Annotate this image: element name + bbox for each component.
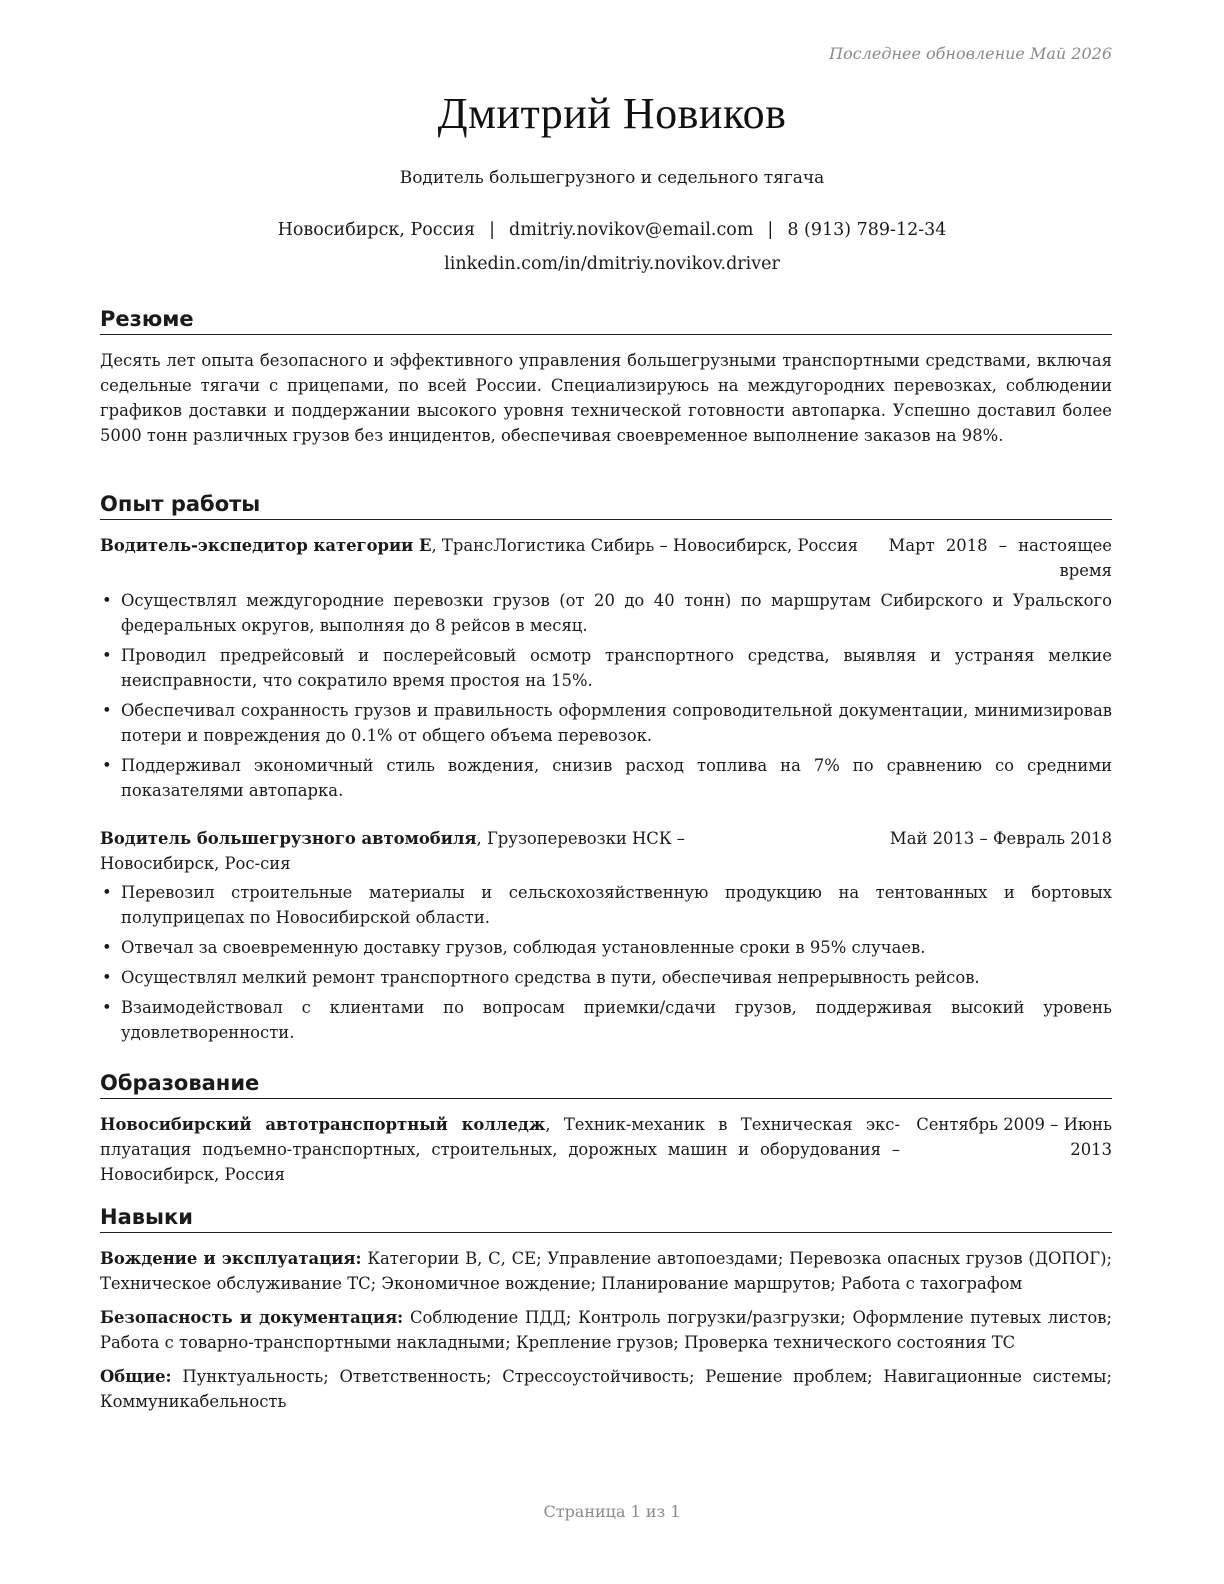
separator: |	[489, 220, 496, 240]
school-name: Новосибирский автотранспортный колледж	[100, 1115, 546, 1134]
bullet-icon: •	[102, 701, 112, 720]
bullet-icon: •	[102, 646, 112, 665]
list-item: • Проводил предрейсовый и послерейсовый осмотр транспортного средства, выявляя и устраняя мелкие неисправности, что сократило время простоя на 15%.	[100, 643, 1112, 693]
job-header	[100, 533, 1112, 583]
candidate-name: Дмитрий Новиков	[437, 89, 787, 138]
skill-group-items: Пунктуальность; Ответственность; Стрессоустойчивость; Решение проблем; Навигационные системы; Коммуникабельность	[100, 1367, 1112, 1411]
job-role: Водитель большегрузного автомобиля	[100, 829, 477, 848]
skill-group	[100, 1364, 1112, 1414]
job-bullets	[100, 588, 1112, 808]
job-title-line	[100, 533, 858, 558]
education-detail: , Техник-механик в Техническая экс-плуатация подъемно-транспортных, строительных, дорожных машин и оборудования – Новосибирск, Россия	[100, 1115, 900, 1184]
job-bullets	[100, 880, 1112, 1050]
list-item: • Обеспечивал сохранность грузов и правильность оформления сопроводительной документации, минимизировав потери и повреждения до 0.1% от общего объема перевозок.	[100, 698, 1112, 748]
bullet-icon: •	[102, 591, 112, 610]
job-company: , ТрансЛогистика Сибирь – Новосибирск, Россия	[431, 536, 858, 555]
job-dates: Май 2013 – Февраль 2018	[889, 829, 1112, 848]
education-entry	[100, 1112, 1112, 1188]
skill-group	[100, 1246, 1112, 1296]
page-number: Страница 1 из 1	[543, 1502, 681, 1521]
list-item: • Осуществлял мелкий ремонт транспортного средства в пути, обеспечивая непрерывность рейсов.	[100, 965, 1112, 990]
job-header	[100, 826, 1112, 876]
phone-text: 8 (913) 789-12-34	[787, 220, 947, 240]
skill-group-items: Соблюдение ПДД; Контроль погрузки/разгрузки; Оформление путевых листов; Работа с товарно-транспортными накладными; Крепление грузов; Проверка технического состояния ТС	[100, 1308, 1112, 1352]
section-title-skills: Навыки	[100, 1204, 1112, 1233]
section-title-experience: Опыт работы	[100, 491, 1112, 520]
bullet-icon: •	[102, 968, 112, 987]
last-updated-note: Последнее обновление Май 2026	[829, 44, 1112, 63]
list-item: • Осуществлял междугородние перевозки грузов (от 20 до 40 тонн) по маршрутам Сибирского и Уральского федеральных округов, выполняя до 8 рейсов в месяц.	[100, 588, 1112, 638]
list-item: • Взаимодействовал с клиентами по вопросам приемки/сдачи грузов, поддерживая высокий уровень удовлетворенности.	[100, 995, 1112, 1045]
skill-group	[100, 1305, 1112, 1355]
bullet-icon: •	[102, 938, 112, 957]
skill-group-label: Общие:	[100, 1367, 172, 1386]
linkedin-link[interactable]: linkedin.com/in/dmitriy.novikov.driver	[444, 254, 780, 274]
location-text: Новосибирск, Россия	[277, 220, 476, 240]
list-item: • Перевозил строительные материалы и сельскохозяйственную продукцию на тентованных и бортовых полуприцепах по Новосибирской области.	[100, 880, 1112, 930]
job-company: , Грузоперевозки НСК – Новосибирск, Рос-сия	[100, 829, 685, 873]
bullet-icon: •	[102, 756, 112, 775]
summary-text: Десять лет опыта безопасного и эффективного управления большегрузными транспортными средствами, включая седельные тягачи с прицепами, по всей России. Специализируюсь на междугородних перевозках, соблюдении графиков доставки и поддержании высокого уровня технической готовности автопарка. Успешно доставил более 5000 тонн различных грузов без инцидентов, обеспечивая своевременное выполнение заказов на 98%.	[100, 351, 1112, 445]
skill-group-items: Категории В, С, СЕ; Управление автопоездами; Перевозка опасных грузов (ДОПОГ); Техническое обслуживание ТС; Экономичное вождение; Планирование маршрутов; Работа с тахографом	[100, 1249, 1112, 1293]
section-title-education: Образование	[100, 1070, 1112, 1099]
bullet-icon: •	[102, 998, 112, 1017]
bullet-icon: •	[102, 883, 112, 902]
education-dates: Сентябрь 2009 – Июнь 2013	[916, 1115, 1112, 1159]
email-link[interactable]: dmitriy.novikov@email.com	[509, 220, 754, 240]
list-item: • Отвечал за своевременную доставку грузов, соблюдая установленные сроки в 95% случаев.	[100, 935, 1112, 960]
contact-line	[0, 220, 1224, 240]
separator: |	[767, 220, 774, 240]
job-role: Водитель-экспедитор категории Е	[100, 536, 432, 555]
education-text	[100, 1112, 900, 1187]
skill-group-label: Вождение и эксплуатация:	[100, 1249, 362, 1268]
skill-group-label: Безопасность и документация:	[100, 1308, 404, 1327]
candidate-title: Водитель большегрузного и седельного тягача	[399, 168, 825, 188]
job-title-line	[100, 826, 710, 876]
section-title-summary: Резюме	[100, 306, 1112, 335]
job-dates: Март 2018 – настоящее время	[888, 536, 1112, 580]
list-item: • Поддерживал экономичный стиль вождения, снизив расход топлива на 7% по сравнению со средними показателями автопарка.	[100, 753, 1112, 803]
